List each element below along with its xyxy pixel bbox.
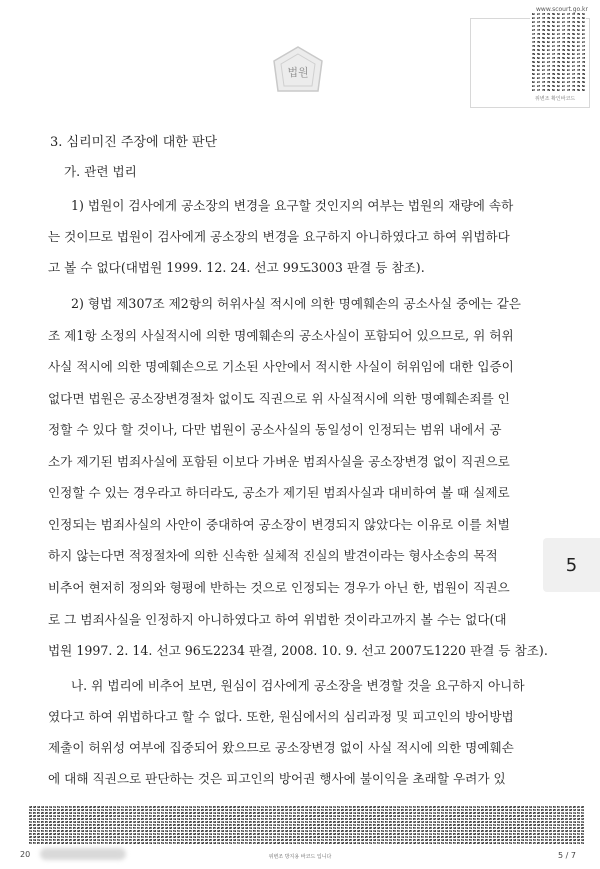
text-line: 사실 적시에 의한 명예훼손으로 기소된 사안에서 적시한 사실이 허위임에 대한 입증이 — [48, 359, 514, 374]
text-line: 로 그 범죄사실을 인정하지 아니하였다고 하여 위법한 것이라고까지 볼 수는 없다(대 — [48, 612, 507, 627]
text-line: 조 제1항 소정의 사실적시에 의한 명예훼손의 공소사실이 포함되어 있으므로, 위 허위 — [48, 328, 514, 343]
text-line: 고 볼 수 없다(대법원 1999. 12. 24. 선고 99도3003 판결 등 참조). — [48, 260, 425, 275]
text-line: 2) 형법 제307조 제2항의 허위사실 적시에 의한 명예훼손의 공소사실 중에는 같은 — [71, 296, 521, 311]
text-line: 는 것이므로 법원이 검사에게 공소장의 변경을 요구하지 아니하였다고 하여 위법하다 — [48, 229, 510, 244]
text-line: 소가 제기된 범죄사실에 포함된 이보다 가벼운 범죄사실을 공소장변경 없이 직권으로 — [48, 454, 510, 469]
footer-page-count: 5 / 7 — [558, 851, 576, 860]
footer-left-text: 20 — [20, 850, 31, 859]
text-line: 인정되는 범죄사실의 사안이 중대하여 공소장이 변경되지 않았다는 이유로 이를 처벌 — [48, 517, 510, 532]
verification-qr-code-icon — [530, 13, 586, 93]
section-heading: 3. 심리미진 주장에 대한 판단 — [50, 135, 218, 150]
anti-forgery-barcode-icon — [28, 805, 584, 845]
verification-caption: 위변조 확인바코드 — [535, 96, 576, 102]
subsection-heading: 가. 관련 법리 — [64, 164, 137, 179]
footer-barcode-caption: 위변조 방지용 바코드 입니다 — [268, 854, 332, 860]
court-emblem-icon — [271, 45, 325, 99]
text-line: 인정할 수 있는 경우라고 하더라도, 공소가 제기된 범죄사실과 대비하여 볼 때 실제로 — [48, 485, 510, 500]
text-line: 정할 수 있다 할 것이나, 다만 법원이 공소사실의 동일성이 인정되는 범위 내에서 공 — [48, 422, 502, 437]
text-line: 였다고 하여 위법하다고 할 수 없다. 또한, 원심에서의 심리과정 및 피고인의 방어방법 — [48, 709, 514, 724]
page-number-tab[interactable]: 5 — [543, 538, 600, 592]
text-line: 에 대해 직권으로 판단하는 것은 피고인의 방어권 행사에 불이익을 초래할 우려가 있 — [48, 771, 506, 786]
text-line: 하지 않는다면 적정절차에 의한 신속한 실체적 진실의 발견이라는 형사소송의 목적 — [48, 548, 498, 563]
verification-url: www.scourt.go.kr — [536, 6, 588, 13]
text-line: 없다면 법원은 공소장변경절차 없이도 직권으로 위 사실적시에 의한 명예훼손죄를 인 — [48, 391, 510, 406]
text-line: 제출이 허위성 여부에 집중되어 왔으므로 공소장변경 없이 사실 적시에 의한 명예훼손 — [48, 740, 514, 755]
text-line: 법원 1997. 2. 14. 선고 96도2234 판결, 2008. 10. 9. 선고 2007도1220 판결 등 참조). — [48, 643, 548, 658]
emblem-label: 법원 — [287, 66, 309, 79]
text-line: 1) 법원이 검사에게 공소장의 변경을 요구할 것인지의 여부는 법원의 재량에 속하 — [71, 198, 514, 213]
text-line: 나. 위 법리에 비추어 보면, 원심이 검사에게 공소장을 변경할 것을 요구하지 아니하 — [71, 678, 525, 693]
text-line: 비추어 현저히 정의와 형평에 반하는 것으로 인정되는 경우가 아닌 한, 법원이 직권으 — [48, 580, 510, 595]
